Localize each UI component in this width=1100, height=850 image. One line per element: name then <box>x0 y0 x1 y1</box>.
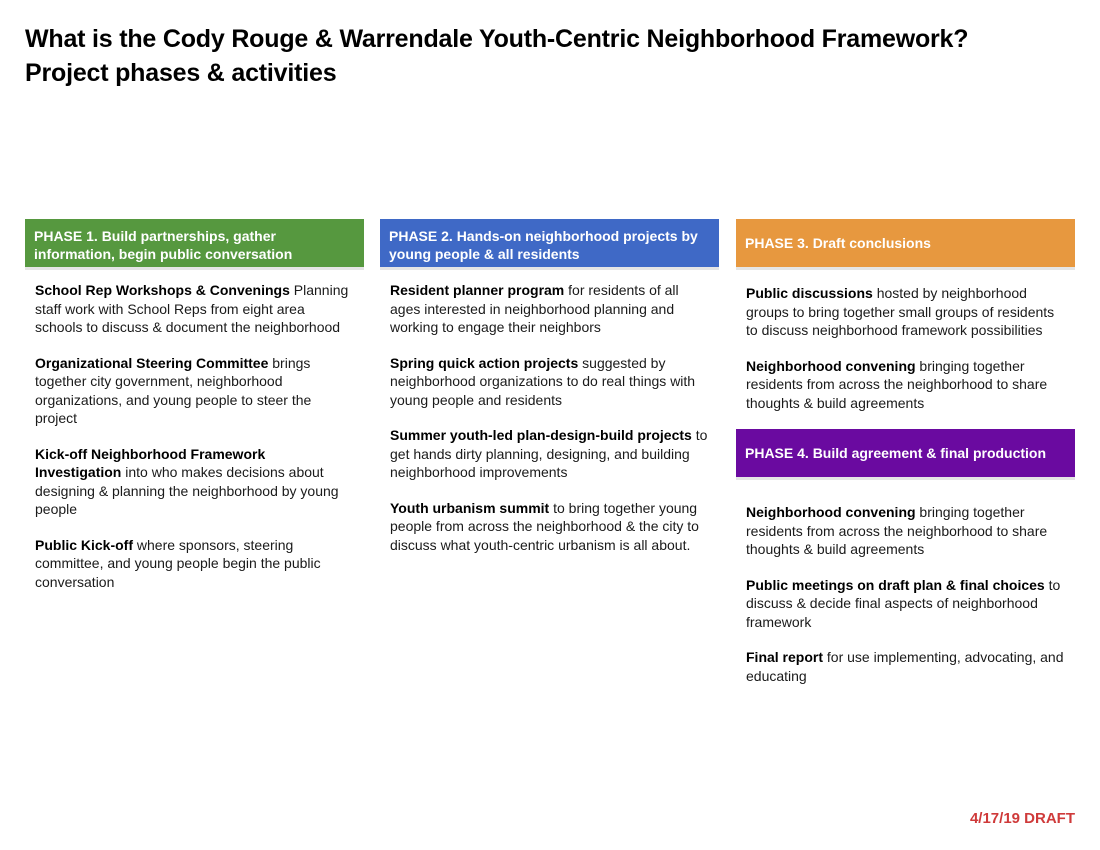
item-text: to bring together young people from across the neighborhood & the city to discuss what youth-centric urbanism is all about. <box>390 499 699 553</box>
phase-4-header <box>736 429 1075 477</box>
item-title: Neighborhood convening <box>746 504 916 520</box>
item-title: Public discussions <box>746 285 873 301</box>
page-title-line-1: What is the Cody Rouge & Warrendale Youth-Centric Neighborhood Framework? <box>25 25 969 53</box>
page-title <box>25 22 1075 90</box>
phase-3-4-column <box>736 219 1075 685</box>
draft-label: 4/17/19 DRAFT <box>969 810 1075 827</box>
item-title: Public meetings on draft plan & final choices <box>746 576 1045 593</box>
phase-3-items <box>736 284 1075 412</box>
phase-1-item-2 <box>35 354 354 428</box>
phase-4-item-3 <box>746 648 1065 685</box>
phase-1-item-1 <box>35 281 354 337</box>
item-title: School Rep Workshops & Convenings <box>35 282 290 298</box>
item-title: Kick-off Neighborhood Framework Investigation <box>35 445 266 480</box>
phase-4-item-1 <box>746 503 1065 559</box>
phase-1-item-4 <box>35 536 354 592</box>
item-text: suggested by neighborhood organizations to do real things with young people and residents <box>390 354 696 408</box>
phase-2-items <box>380 281 719 554</box>
item-title: Public Kick-off <box>35 536 134 553</box>
phase-3-item-1 <box>746 284 1065 340</box>
item-title: Youth urbanism summit <box>390 499 550 516</box>
phase-2-item-1 <box>390 281 709 337</box>
phase-4-item-2 <box>746 576 1065 632</box>
item-title: Organizational Steering Committee <box>35 354 269 371</box>
item-text: for use implementing, advocating, and educating <box>746 649 1064 684</box>
phase-2-item-3 <box>390 426 709 482</box>
item-text: for residents of all ages interested in neighborhood planning and working to engage their neighbors <box>390 282 679 335</box>
item-text: where sponsors, steering committee, and young people begin the public conversation <box>35 536 321 590</box>
item-text: to get hands dirty planning, designing, and building neighborhood improvements <box>390 427 708 480</box>
item-text: to discuss & decide final aspects of neighborhood framework <box>746 576 1061 630</box>
phase-2-item-4 <box>390 499 709 555</box>
phase-2-column <box>380 219 719 554</box>
item-title: Summer youth-led plan-design-build projects <box>390 427 692 443</box>
item-title: Resident planner program <box>390 282 565 298</box>
item-title: Final report <box>746 649 824 665</box>
phase-1-header: PHASE 1. Build partnerships, gather information, begin public conversation <box>25 219 364 267</box>
phase-1-item-3 <box>35 445 354 519</box>
phase-3-header <box>736 219 1075 267</box>
phase-3-item-2 <box>746 357 1065 413</box>
phase-3-header-label: PHASE 3. Draft conclusions <box>745 235 931 251</box>
item-text: bringing together residents from across the neighborhood to share thoughts & build agreements <box>746 504 1048 557</box>
item-text: bringing together residents from across the neighborhood to share thoughts & build agreements <box>746 357 1048 411</box>
item-title: Spring quick action projects <box>390 354 579 371</box>
item-text: hosted by neighborhood groups to bring together small groups of residents to discuss neighborhood framework possibilities <box>746 285 1055 338</box>
page-title-line-2: Project phases & activities <box>25 59 337 87</box>
item-text: Planning staff work with School Reps from eight area schools to discuss & document the neighborhood <box>35 282 349 335</box>
phase-4-items <box>736 503 1075 685</box>
item-text: into who makes decisions about designing & planning the neighborhood by young people <box>35 464 339 517</box>
phase-2-item-2 <box>390 354 709 410</box>
phase-4-header-label: PHASE 4. Build agreement & final production <box>745 445 1047 461</box>
phase-1-items <box>25 281 364 591</box>
phase-2-header: PHASE 2. Hands-on neighborhood projects by young people & all residents <box>380 219 719 267</box>
phase-1-column <box>25 219 364 591</box>
item-text: brings together city government, neighborhood organizations, and young people to steer the project <box>35 354 312 426</box>
item-title: Neighborhood convening <box>746 357 916 374</box>
